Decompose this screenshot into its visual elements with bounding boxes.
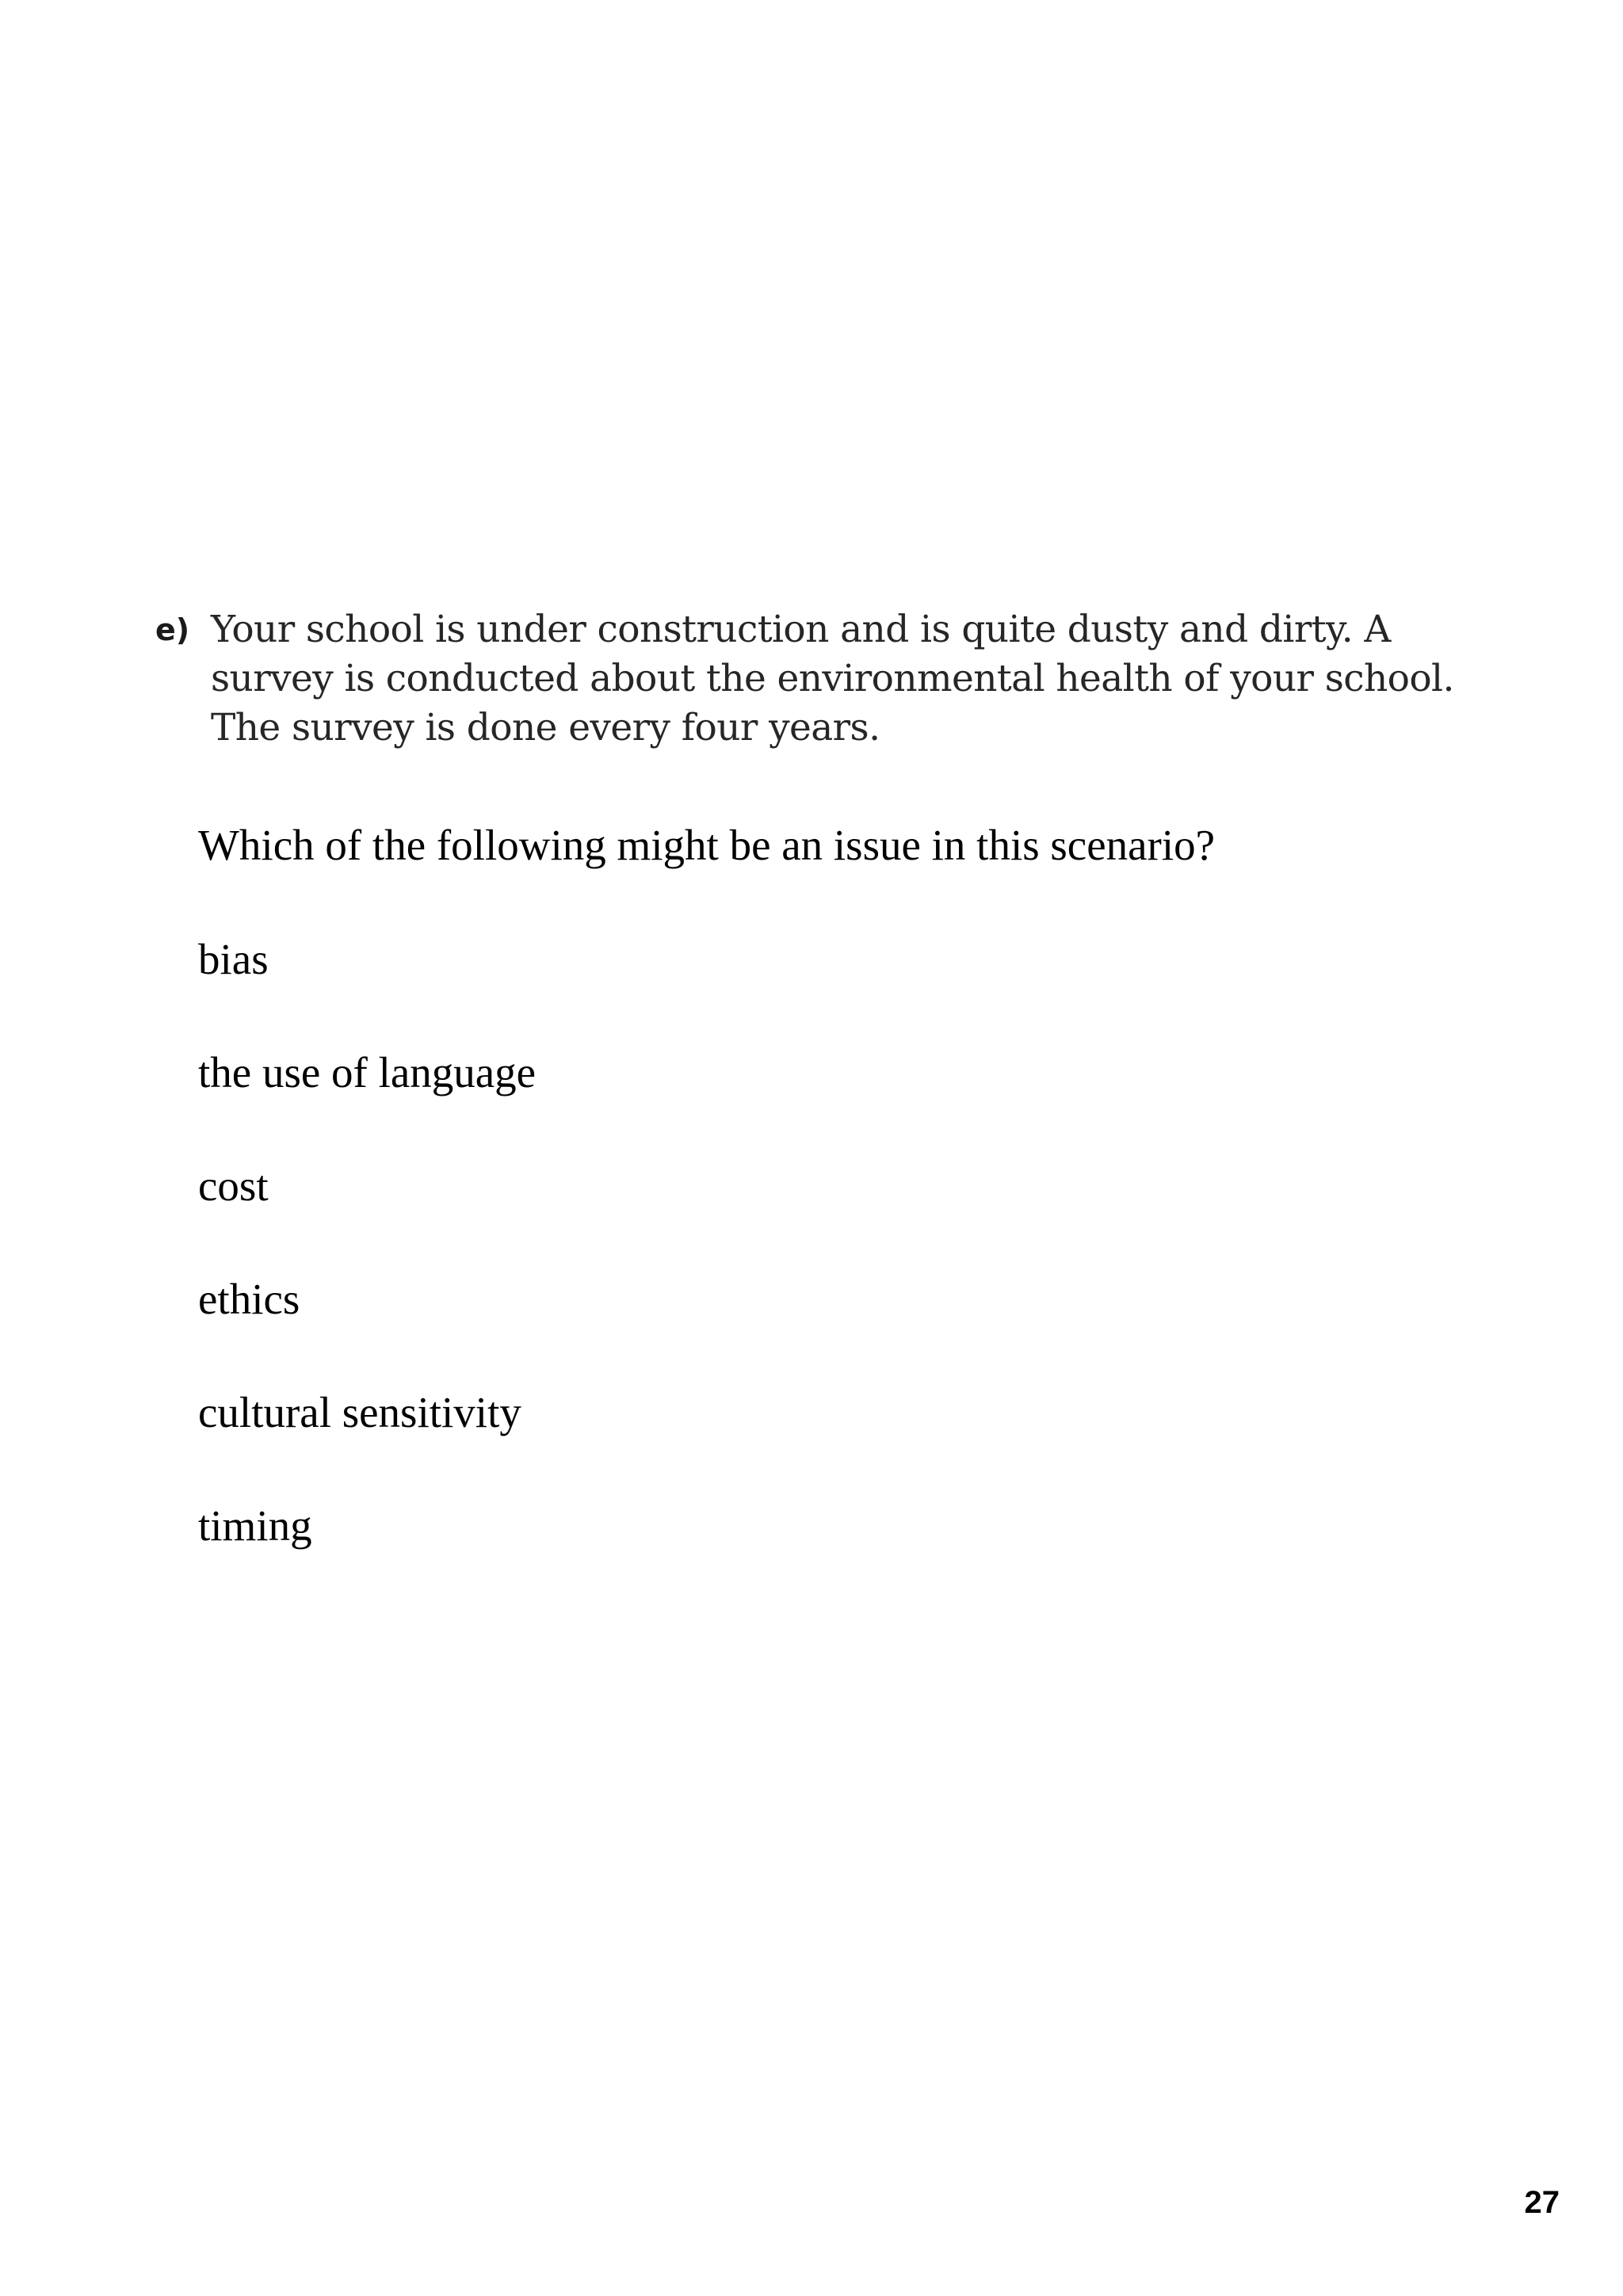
option-item: cultural sensitivity (198, 1388, 521, 1436)
option-item: bias (198, 935, 269, 983)
question-block (155, 605, 1471, 753)
page-number: 27 (1524, 2185, 1560, 2220)
scenario-text: Your school is under construction and is quite dusty and dirty. A survey is conducted about the environmental health of your school. The survey is done every four years. (211, 608, 1454, 749)
option-item: ethics (198, 1275, 300, 1323)
options-list (198, 932, 536, 1611)
question-prompt: Which of the following might be an issue in this scenario? (198, 821, 1216, 869)
option-item: cost (198, 1161, 269, 1210)
question-letter: e) (155, 612, 190, 647)
option-item: timing (198, 1501, 312, 1550)
option-item: the use of language (198, 1048, 537, 1097)
